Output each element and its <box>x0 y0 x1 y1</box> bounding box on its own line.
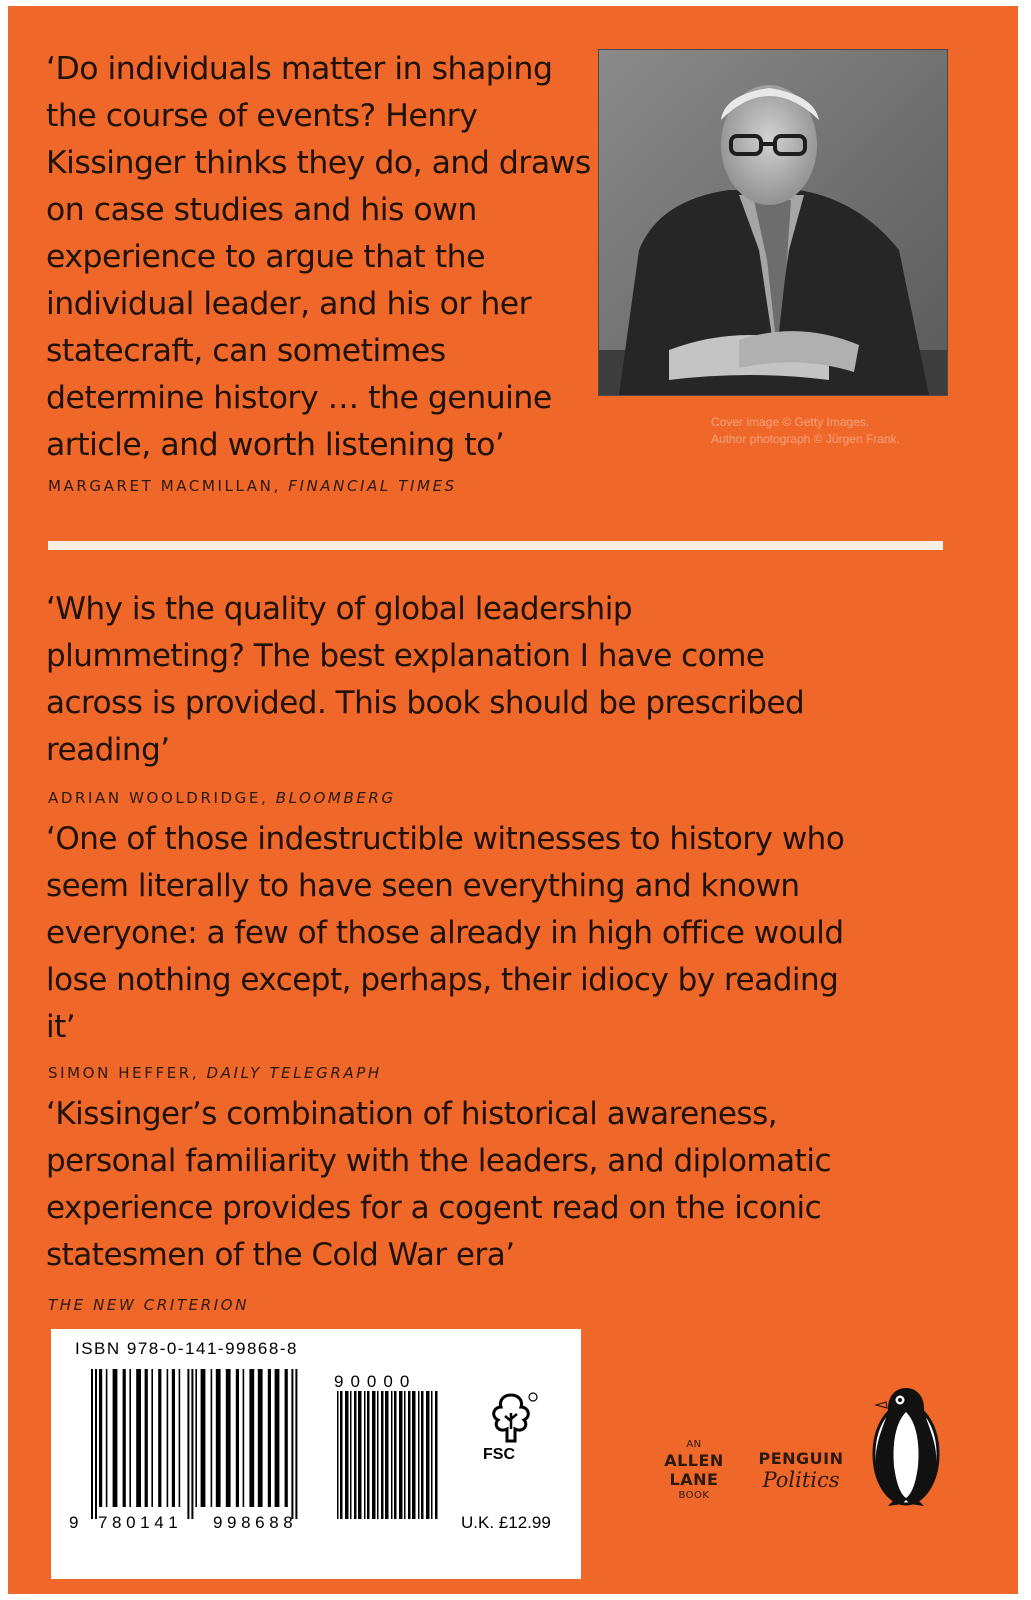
quote-new-criterion: ‘Kissinger’s combination of historical awareness, personal familiarity with the leaders, and diplomatic experience provides for a cogent read on the iconic statesmen of the Cold War era’ <box>46 1096 831 1273</box>
divider-rule <box>48 541 943 550</box>
attribution-macmillan: MARGARET MACMILLAN, FINANCIAL TIMES <box>48 477 457 495</box>
barcode-addon-digits: 90000 <box>334 1372 417 1391</box>
ean-left-digits: 780141 <box>98 1513 183 1532</box>
photo-credits <box>711 414 951 448</box>
fsc-label: FSC <box>483 1446 515 1463</box>
publisher-series <box>746 1449 856 1492</box>
credit-line-cover: Cover image © Getty Images. <box>711 415 870 429</box>
penguin-logo-icon <box>866 1382 946 1510</box>
attribution-author: MARGARET MACMILLAN <box>48 477 274 495</box>
quote-wooldridge: ‘Why is the quality of global leadership plummeting? The best explanation I have come across is provided. This book should be prescribed reading’ <box>46 591 805 768</box>
attribution-source: FINANCIAL TIMES <box>288 477 457 495</box>
ean-right-digits: 998688 <box>213 1513 298 1532</box>
imprint-lane: LANE <box>669 1470 719 1489</box>
attribution-new-criterion <box>48 1296 249 1314</box>
attribution-source: BLOOMBERG <box>275 789 396 807</box>
book-back-cover <box>8 6 1018 1594</box>
author-photo <box>598 49 948 396</box>
attribution-source: DAILY TELEGRAPH <box>206 1064 382 1082</box>
attribution-author: SIMON HEFFER <box>48 1064 192 1082</box>
attribution-heffer: SIMON HEFFER, DAILY TELEGRAPH <box>48 1064 382 1082</box>
credit-line-author: Author photograph © Jürgen Frank. <box>711 432 900 446</box>
fsc-tree-icon <box>481 1389 541 1447</box>
imprint-an: AN <box>686 1439 702 1450</box>
isbn-label: ISBN 978-0-141-99868-8 <box>75 1339 298 1358</box>
publisher-series-name: Politics <box>762 1468 840 1492</box>
ean-first-digit: 9 <box>69 1513 79 1532</box>
quote-heffer: ‘One of those indestructible witnesses to history who seem literally to have seen everything and known everyone: a few of those already in high office would lose nothing except, perhaps, their idiocy by reading it’ <box>46 821 845 1045</box>
attribution-author: ADRIAN WOOLDRIDGE <box>48 789 261 807</box>
barcode-panel <box>51 1329 581 1579</box>
allen-lane-imprint <box>648 1438 740 1502</box>
publisher-brand: PENGUIN <box>758 1449 844 1468</box>
imprint-allen: ALLEN <box>664 1451 724 1470</box>
attribution-wooldridge: ADRIAN WOOLDRIDGE, BLOOMBERG <box>48 789 396 807</box>
imprint-book: BOOK <box>678 1490 710 1501</box>
attribution-source: THE NEW CRITERION <box>48 1296 250 1314</box>
author-portrait-image <box>599 50 947 395</box>
quote-macmillan: ‘Do individuals matter in shaping the course of events? Henry Kissinger thinks they do, and draws on case studies and his own experience to argue that the individual leader, and his or her statecraft, can sometimes determine history … the genuine article, and worth listening to’ <box>46 51 591 463</box>
price: U.K. £12.99 <box>461 1513 551 1532</box>
